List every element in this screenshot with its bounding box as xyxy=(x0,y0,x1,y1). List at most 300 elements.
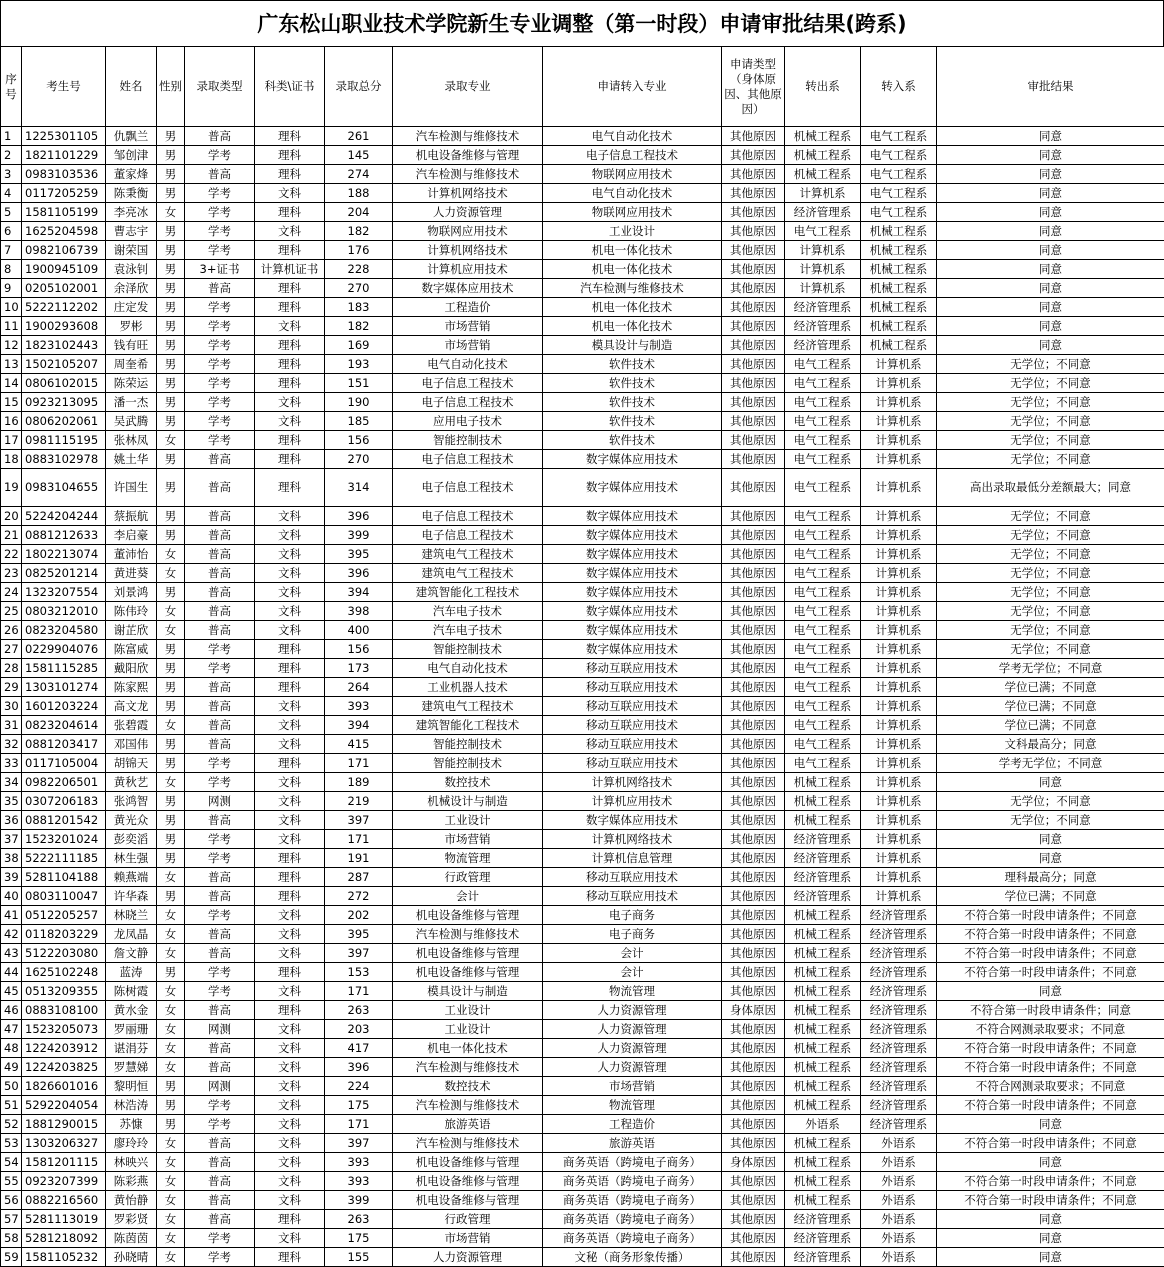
admitted-major-cell: 汽车检测与维修技术 xyxy=(393,1134,543,1153)
table-row xyxy=(1,1210,1164,1229)
row-number-cell: 47 xyxy=(1,1020,22,1039)
exam-id-cell: 0823204580 xyxy=(22,621,106,640)
total-score-cell: 156 xyxy=(325,640,393,659)
gender-cell: 男 xyxy=(157,1115,185,1134)
request-type-cell: 其他原因 xyxy=(722,621,785,640)
admitted-major-cell: 机械设计与制造 xyxy=(393,792,543,811)
row-number-cell: 30 xyxy=(1,697,22,716)
requested-major-cell: 数字媒体应用技术 xyxy=(543,545,722,564)
approval-result-cell: 无学位；不同意 xyxy=(937,792,1164,811)
subject-certificate-cell: 文科 xyxy=(255,1134,325,1153)
total-score-cell: 261 xyxy=(325,127,393,146)
gender-cell: 男 xyxy=(157,146,185,165)
student-name-cell: 仇飘兰 xyxy=(106,127,157,146)
request-type-cell: 其他原因 xyxy=(722,849,785,868)
table-row xyxy=(1,412,1164,431)
student-name-cell: 黄进葵 xyxy=(106,564,157,583)
table-row xyxy=(1,1001,1164,1020)
total-score-cell: 169 xyxy=(325,336,393,355)
to-department-cell: 计算机系 xyxy=(861,887,937,906)
row-number-cell: 31 xyxy=(1,716,22,735)
requested-major-cell: 人力资源管理 xyxy=(543,1020,722,1039)
gender-cell: 女 xyxy=(157,1210,185,1229)
gender-cell: 男 xyxy=(157,507,185,526)
gender-cell: 女 xyxy=(157,1001,185,1020)
total-score-cell: 153 xyxy=(325,963,393,982)
row-number-cell: 21 xyxy=(1,526,22,545)
approval-result-cell: 同意 xyxy=(937,1229,1164,1248)
subject-certificate-cell: 文科 xyxy=(255,1039,325,1058)
row-number-cell: 28 xyxy=(1,659,22,678)
admission-type-cell: 普高 xyxy=(185,1153,255,1172)
subject-certificate-cell: 文科 xyxy=(255,1153,325,1172)
approval-result-cell: 无学位；不同意 xyxy=(937,431,1164,450)
from-department-cell: 机械工程系 xyxy=(785,963,861,982)
student-name-cell: 谢荣国 xyxy=(106,241,157,260)
total-score-cell: 395 xyxy=(325,545,393,564)
row-number-cell: 6 xyxy=(1,222,22,241)
from-department-cell: 电气工程系 xyxy=(785,545,861,564)
to-department-cell: 计算机系 xyxy=(861,640,937,659)
requested-major-cell: 软件技术 xyxy=(543,431,722,450)
request-type-cell: 其他原因 xyxy=(722,906,785,925)
to-department-cell: 外语系 xyxy=(861,1153,937,1172)
admitted-major-cell: 建筑智能化工程技术 xyxy=(393,583,543,602)
subject-certificate-cell: 计算机证书 xyxy=(255,260,325,279)
student-name-cell: 钱有旺 xyxy=(106,336,157,355)
admitted-major-cell: 电子信息工程技术 xyxy=(393,450,543,469)
request-type-cell: 其他原因 xyxy=(722,925,785,944)
to-department-cell: 计算机系 xyxy=(861,754,937,773)
to-department-cell: 计算机系 xyxy=(861,412,937,431)
from-department-cell: 电气工程系 xyxy=(785,640,861,659)
student-name-cell: 谌涓芬 xyxy=(106,1039,157,1058)
table-row xyxy=(1,260,1164,279)
table-row xyxy=(1,849,1164,868)
table-row xyxy=(1,507,1164,526)
table-row xyxy=(1,526,1164,545)
from-department-cell: 机械工程系 xyxy=(785,1153,861,1172)
admitted-major-cell: 汽车检测与维修技术 xyxy=(393,1096,543,1115)
to-department-cell: 计算机系 xyxy=(861,811,937,830)
admitted-major-cell: 智能控制技术 xyxy=(393,735,543,754)
requested-major-cell: 物联网应用技术 xyxy=(543,203,722,222)
student-name-cell: 陈伟玲 xyxy=(106,602,157,621)
admission-type-cell: 学考 xyxy=(185,317,255,336)
admission-type-cell: 学考 xyxy=(185,203,255,222)
approval-result-cell: 不符合第一时段申请条件；不同意 xyxy=(937,1096,1164,1115)
request-type-cell: 其他原因 xyxy=(722,203,785,222)
requested-major-cell: 移动互联应用技术 xyxy=(543,659,722,678)
exam-id-cell: 1821101229 xyxy=(22,146,106,165)
admitted-major-cell: 建筑电气工程技术 xyxy=(393,545,543,564)
request-type-cell: 其他原因 xyxy=(722,355,785,374)
from-department-cell: 机械工程系 xyxy=(785,982,861,1001)
exam-id-cell: 0117105004 xyxy=(22,754,106,773)
request-type-cell: 其他原因 xyxy=(722,1229,785,1248)
gender-cell: 女 xyxy=(157,203,185,222)
results-table xyxy=(0,46,1164,1267)
row-number-cell: 9 xyxy=(1,279,22,298)
subject-certificate-cell: 文科 xyxy=(255,925,325,944)
admitted-major-cell: 数字媒体应用技术 xyxy=(393,279,543,298)
table-row xyxy=(1,298,1164,317)
admission-type-cell: 普高 xyxy=(185,1134,255,1153)
admission-type-cell: 普高 xyxy=(185,678,255,697)
requested-major-cell: 电子商务 xyxy=(543,925,722,944)
col-header: 录取专业 xyxy=(393,47,543,127)
student-name-cell: 罗丽珊 xyxy=(106,1020,157,1039)
table-row xyxy=(1,963,1164,982)
from-department-cell: 机械工程系 xyxy=(785,1058,861,1077)
total-score-cell: 396 xyxy=(325,1058,393,1077)
gender-cell: 男 xyxy=(157,659,185,678)
subject-certificate-cell: 理科 xyxy=(255,279,325,298)
to-department-cell: 外语系 xyxy=(861,1229,937,1248)
from-department-cell: 经济管理系 xyxy=(785,317,861,336)
student-name-cell: 袁泳钊 xyxy=(106,260,157,279)
request-type-cell: 身体原因 xyxy=(722,1001,785,1020)
exam-id-cell: 1303101274 xyxy=(22,678,106,697)
from-department-cell: 机械工程系 xyxy=(785,1001,861,1020)
requested-major-cell: 移动互联应用技术 xyxy=(543,735,722,754)
total-score-cell: 203 xyxy=(325,1020,393,1039)
subject-certificate-cell: 文科 xyxy=(255,507,325,526)
total-score-cell: 183 xyxy=(325,298,393,317)
admitted-major-cell: 建筑智能化工程技术 xyxy=(393,716,543,735)
admission-type-cell: 学考 xyxy=(185,146,255,165)
to-department-cell: 电气工程系 xyxy=(861,146,937,165)
exam-id-cell: 5292204054 xyxy=(22,1096,106,1115)
admission-type-cell: 学考 xyxy=(185,355,255,374)
from-department-cell: 计算机系 xyxy=(785,279,861,298)
approval-result-cell: 学考无学位；不同意 xyxy=(937,754,1164,773)
table-row xyxy=(1,716,1164,735)
request-type-cell: 其他原因 xyxy=(722,659,785,678)
admitted-major-cell: 机电设备维修与管理 xyxy=(393,1191,543,1210)
exam-id-cell: 0512205257 xyxy=(22,906,106,925)
exam-id-cell: 1502105207 xyxy=(22,355,106,374)
from-department-cell: 机械工程系 xyxy=(785,944,861,963)
page-title: 广东松山职业技术学院新生专业调整（第一时段）申请审批结果(跨系) xyxy=(0,0,1164,46)
row-number-cell: 58 xyxy=(1,1229,22,1248)
to-department-cell: 机械工程系 xyxy=(861,317,937,336)
approval-result-cell: 不符合第一时段申请条件；不同意 xyxy=(937,1134,1164,1153)
admission-type-cell: 学考 xyxy=(185,963,255,982)
student-name-cell: 潘一杰 xyxy=(106,393,157,412)
gender-cell: 男 xyxy=(157,849,185,868)
admitted-major-cell: 工业设计 xyxy=(393,1020,543,1039)
exam-id-cell: 1581115285 xyxy=(22,659,106,678)
total-score-cell: 393 xyxy=(325,697,393,716)
row-number-cell: 53 xyxy=(1,1134,22,1153)
exam-id-cell: 0983103536 xyxy=(22,165,106,184)
row-number-cell: 19 xyxy=(1,469,22,507)
to-department-cell: 经济管理系 xyxy=(861,963,937,982)
request-type-cell: 其他原因 xyxy=(722,1096,785,1115)
exam-id-cell: 1523205073 xyxy=(22,1020,106,1039)
to-department-cell: 计算机系 xyxy=(861,659,937,678)
approval-result-cell: 不符合网测录取要求；不同意 xyxy=(937,1077,1164,1096)
row-number-cell: 13 xyxy=(1,355,22,374)
requested-major-cell: 移动互联应用技术 xyxy=(543,887,722,906)
requested-major-cell: 机电一体化技术 xyxy=(543,298,722,317)
admitted-major-cell: 计算机网络技术 xyxy=(393,241,543,260)
admission-type-cell: 普高 xyxy=(185,735,255,754)
request-type-cell: 其他原因 xyxy=(722,887,785,906)
requested-major-cell: 机电一体化技术 xyxy=(543,260,722,279)
total-score-cell: 400 xyxy=(325,621,393,640)
requested-major-cell: 移动互联应用技术 xyxy=(543,868,722,887)
gender-cell: 男 xyxy=(157,469,185,507)
student-name-cell: 林晓兰 xyxy=(106,906,157,925)
table-row xyxy=(1,1248,1164,1267)
row-number-cell: 16 xyxy=(1,412,22,431)
admitted-major-cell: 会计 xyxy=(393,887,543,906)
admission-type-cell: 学考 xyxy=(185,184,255,203)
subject-certificate-cell: 理科 xyxy=(255,963,325,982)
admission-type-cell: 普高 xyxy=(185,602,255,621)
subject-certificate-cell: 理科 xyxy=(255,336,325,355)
gender-cell: 男 xyxy=(157,526,185,545)
row-number-cell: 49 xyxy=(1,1058,22,1077)
row-number-cell: 11 xyxy=(1,317,22,336)
approval-result-cell: 同意 xyxy=(937,222,1164,241)
total-score-cell: 193 xyxy=(325,355,393,374)
subject-certificate-cell: 理科 xyxy=(255,659,325,678)
to-department-cell: 计算机系 xyxy=(861,735,937,754)
row-number-cell: 14 xyxy=(1,374,22,393)
total-score-cell: 263 xyxy=(325,1210,393,1229)
admission-type-cell: 普高 xyxy=(185,1172,255,1191)
request-type-cell: 其他原因 xyxy=(722,469,785,507)
to-department-cell: 计算机系 xyxy=(861,583,937,602)
admission-type-cell: 普高 xyxy=(185,450,255,469)
admitted-major-cell: 电子信息工程技术 xyxy=(393,393,543,412)
total-score-cell: 228 xyxy=(325,260,393,279)
admitted-major-cell: 工业设计 xyxy=(393,1001,543,1020)
requested-major-cell: 机电一体化技术 xyxy=(543,241,722,260)
request-type-cell: 其他原因 xyxy=(722,602,785,621)
table-row xyxy=(1,1096,1164,1115)
request-type-cell: 其他原因 xyxy=(722,1191,785,1210)
request-type-cell: 其他原因 xyxy=(722,754,785,773)
table-row xyxy=(1,469,1164,507)
total-score-cell: 155 xyxy=(325,1248,393,1267)
admission-type-cell: 学考 xyxy=(185,906,255,925)
total-score-cell: 264 xyxy=(325,678,393,697)
admitted-major-cell: 机电设备维修与管理 xyxy=(393,906,543,925)
subject-certificate-cell: 理科 xyxy=(255,868,325,887)
exam-id-cell: 0982206501 xyxy=(22,773,106,792)
student-name-cell: 林生强 xyxy=(106,849,157,868)
requested-major-cell: 物联网应用技术 xyxy=(543,165,722,184)
subject-certificate-cell: 理科 xyxy=(255,1248,325,1267)
from-department-cell: 电气工程系 xyxy=(785,678,861,697)
table-row xyxy=(1,830,1164,849)
requested-major-cell: 移动互联应用技术 xyxy=(543,678,722,697)
total-score-cell: 171 xyxy=(325,754,393,773)
total-score-cell: 287 xyxy=(325,868,393,887)
col-header: 录取总分 xyxy=(325,47,393,127)
row-number-cell: 44 xyxy=(1,963,22,982)
exam-id-cell: 0803110047 xyxy=(22,887,106,906)
admission-type-cell: 学考 xyxy=(185,773,255,792)
requested-major-cell: 数字媒体应用技术 xyxy=(543,811,722,830)
admission-type-cell: 3+证书 xyxy=(185,260,255,279)
approval-result-cell: 同意 xyxy=(937,241,1164,260)
total-score-cell: 175 xyxy=(325,1096,393,1115)
gender-cell: 男 xyxy=(157,1096,185,1115)
exam-id-cell: 0118203229 xyxy=(22,925,106,944)
gender-cell: 女 xyxy=(157,925,185,944)
from-department-cell: 电气工程系 xyxy=(785,716,861,735)
student-name-cell: 余泽欣 xyxy=(106,279,157,298)
approval-result-cell: 同意 xyxy=(937,165,1164,184)
total-score-cell: 191 xyxy=(325,849,393,868)
requested-major-cell: 数字媒体应用技术 xyxy=(543,450,722,469)
admitted-major-cell: 物流管理 xyxy=(393,849,543,868)
table-row xyxy=(1,165,1164,184)
approval-result-cell: 不符合第一时段申请条件；不同意 xyxy=(937,963,1164,982)
to-department-cell: 经济管理系 xyxy=(861,1096,937,1115)
approval-result-cell: 不符合第一时段申请条件；不同意 xyxy=(937,1058,1164,1077)
subject-certificate-cell: 文科 xyxy=(255,811,325,830)
total-score-cell: 151 xyxy=(325,374,393,393)
col-header: 申请转入专业 xyxy=(543,47,722,127)
to-department-cell: 计算机系 xyxy=(861,374,937,393)
request-type-cell: 其他原因 xyxy=(722,1058,785,1077)
table-row xyxy=(1,887,1164,906)
subject-certificate-cell: 文科 xyxy=(255,412,325,431)
student-name-cell: 罗彩贤 xyxy=(106,1210,157,1229)
exam-id-cell: 5224204244 xyxy=(22,507,106,526)
student-name-cell: 陈富威 xyxy=(106,640,157,659)
requested-major-cell: 计算机网络技术 xyxy=(543,830,722,849)
admitted-major-cell: 智能控制技术 xyxy=(393,754,543,773)
to-department-cell: 经济管理系 xyxy=(861,1115,937,1134)
subject-certificate-cell: 文科 xyxy=(255,944,325,963)
to-department-cell: 外语系 xyxy=(861,1210,937,1229)
gender-cell: 女 xyxy=(157,1039,185,1058)
student-name-cell: 蔡振航 xyxy=(106,507,157,526)
table-row xyxy=(1,1020,1164,1039)
admitted-major-cell: 物联网应用技术 xyxy=(393,222,543,241)
from-department-cell: 电气工程系 xyxy=(785,222,861,241)
to-department-cell: 机械工程系 xyxy=(861,241,937,260)
total-score-cell: 204 xyxy=(325,203,393,222)
row-number-cell: 25 xyxy=(1,602,22,621)
to-department-cell: 计算机系 xyxy=(861,469,937,507)
subject-certificate-cell: 理科 xyxy=(255,165,325,184)
admission-type-cell: 学考 xyxy=(185,393,255,412)
table-row xyxy=(1,336,1164,355)
subject-certificate-cell: 文科 xyxy=(255,1229,325,1248)
row-number-cell: 7 xyxy=(1,241,22,260)
admission-type-cell: 普高 xyxy=(185,469,255,507)
approval-result-cell: 无学位；不同意 xyxy=(937,507,1164,526)
row-number-cell: 46 xyxy=(1,1001,22,1020)
student-name-cell: 高文龙 xyxy=(106,697,157,716)
exam-id-cell: 1224203912 xyxy=(22,1039,106,1058)
subject-certificate-cell: 理科 xyxy=(255,469,325,507)
admitted-major-cell: 模具设计与制造 xyxy=(393,982,543,1001)
row-number-cell: 40 xyxy=(1,887,22,906)
admitted-major-cell: 机电设备维修与管理 xyxy=(393,1172,543,1191)
requested-major-cell: 数字媒体应用技术 xyxy=(543,469,722,507)
approval-result-cell: 学位已满；不同意 xyxy=(937,716,1164,735)
exam-id-cell: 1625102248 xyxy=(22,963,106,982)
total-score-cell: 417 xyxy=(325,1039,393,1058)
exam-id-cell: 1581105199 xyxy=(22,203,106,222)
student-name-cell: 董沛怡 xyxy=(106,545,157,564)
exam-id-cell: 0806202061 xyxy=(22,412,106,431)
exam-id-cell: 0881212633 xyxy=(22,526,106,545)
table-row xyxy=(1,811,1164,830)
student-name-cell: 陈彩燕 xyxy=(106,1172,157,1191)
request-type-cell: 其他原因 xyxy=(722,963,785,982)
from-department-cell: 电气工程系 xyxy=(785,507,861,526)
requested-major-cell: 数字媒体应用技术 xyxy=(543,507,722,526)
request-type-cell: 其他原因 xyxy=(722,507,785,526)
requested-major-cell: 人力资源管理 xyxy=(543,1058,722,1077)
subject-certificate-cell: 文科 xyxy=(255,792,325,811)
from-department-cell: 电气工程系 xyxy=(785,583,861,602)
to-department-cell: 计算机系 xyxy=(861,830,937,849)
from-department-cell: 机械工程系 xyxy=(785,811,861,830)
exam-id-cell: 1323207554 xyxy=(22,583,106,602)
exam-id-cell: 1881290015 xyxy=(22,1115,106,1134)
approval-result-cell: 无学位；不同意 xyxy=(937,545,1164,564)
student-name-cell: 胡锦天 xyxy=(106,754,157,773)
request-type-cell: 其他原因 xyxy=(722,222,785,241)
subject-certificate-cell: 理科 xyxy=(255,298,325,317)
row-number-cell: 48 xyxy=(1,1039,22,1058)
requested-major-cell: 物流管理 xyxy=(543,982,722,1001)
to-department-cell: 经济管理系 xyxy=(861,1077,937,1096)
row-number-cell: 59 xyxy=(1,1248,22,1267)
approval-result-cell: 同意 xyxy=(937,127,1164,146)
approval-result-cell: 无学位；不同意 xyxy=(937,450,1164,469)
row-number-cell: 23 xyxy=(1,564,22,583)
from-department-cell: 外语系 xyxy=(785,1115,861,1134)
admission-type-cell: 网测 xyxy=(185,1077,255,1096)
row-number-cell: 45 xyxy=(1,982,22,1001)
exam-id-cell: 5222112202 xyxy=(22,298,106,317)
student-name-cell: 李亮冰 xyxy=(106,203,157,222)
admitted-major-cell: 电子信息工程技术 xyxy=(393,526,543,545)
admission-type-cell: 学考 xyxy=(185,222,255,241)
admitted-major-cell: 市场营销 xyxy=(393,1229,543,1248)
gender-cell: 男 xyxy=(157,241,185,260)
subject-certificate-cell: 文科 xyxy=(255,1020,325,1039)
gender-cell: 女 xyxy=(157,621,185,640)
col-header: 申请类型（身体原因、其他原因） xyxy=(722,47,785,127)
row-number-cell: 15 xyxy=(1,393,22,412)
to-department-cell: 电气工程系 xyxy=(861,165,937,184)
approval-result-cell: 无学位；不同意 xyxy=(937,811,1164,830)
exam-id-cell: 0825201214 xyxy=(22,564,106,583)
gender-cell: 男 xyxy=(157,792,185,811)
to-department-cell: 计算机系 xyxy=(861,697,937,716)
requested-major-cell: 机电一体化技术 xyxy=(543,317,722,336)
student-name-cell: 陈茵茵 xyxy=(106,1229,157,1248)
exam-id-cell: 0883108100 xyxy=(22,1001,106,1020)
to-department-cell: 计算机系 xyxy=(861,621,937,640)
total-score-cell: 263 xyxy=(325,1001,393,1020)
admission-type-cell: 普高 xyxy=(185,887,255,906)
approval-result-cell: 同意 xyxy=(937,146,1164,165)
